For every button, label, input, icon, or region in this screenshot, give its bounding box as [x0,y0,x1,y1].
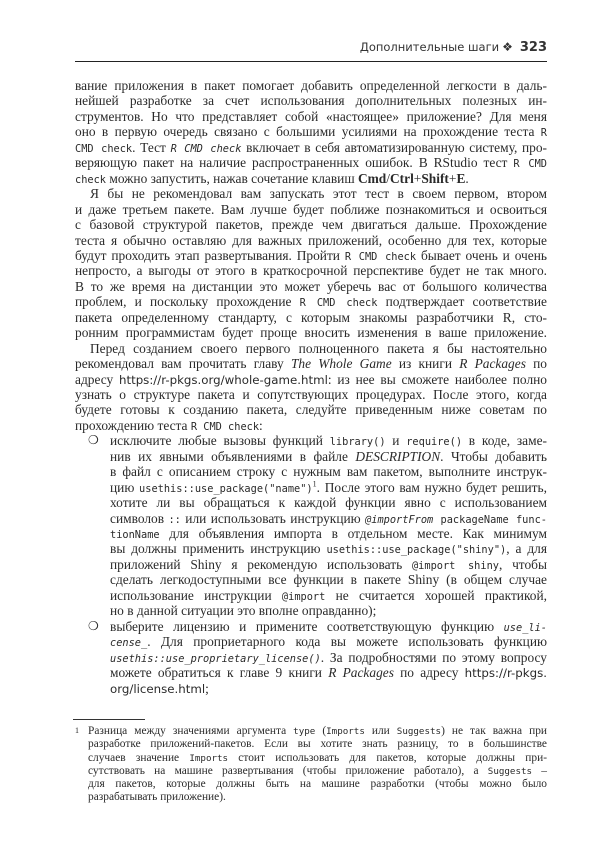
text-run: , а для [506,541,547,557]
text-run: веряющую пакет на наличие распространенных ошибок. В RStudio тест [75,155,514,171]
text-line [88,778,547,791]
text-run: и даже третьем пакете. Вам лучше будет поближе познакомиться и освоиться [75,201,547,217]
text-run: теста я обычно оставляю для важных приложений, особенно для тех, которые [75,232,547,248]
text-run: выберите лицензию и примените соответствующую функцию [110,618,504,634]
footnote-ref[interactable]: 1 [312,479,317,489]
text-run: приложений Shiny я рекомендую использовать [110,556,412,572]
code-italic-run: @importFrom [365,513,434,526]
code-run: R [540,127,547,140]
text-run: с базовой структурой пакетов, прежде чем двигаться дальше. Прохождение [75,217,547,233]
text-run: – [532,764,547,777]
text-run: стоит использовать для пакетов, которые должны при- [228,751,547,764]
bullet-item-1 [88,433,547,619]
code-run: @import [281,590,326,603]
text-run: сутствовать на машине развертывания (чтобы приложение работало), а [88,764,488,777]
text-run: , чтобы [498,556,547,572]
text-line [75,402,547,417]
text-line [110,495,547,510]
text-line [75,372,547,387]
text-run: + [448,170,457,186]
text-line [110,480,547,495]
text-run: рекомендовал вам прочитать главу [75,356,291,372]
code-run: Suggests [396,726,442,737]
text-line [110,557,547,572]
code-run: library() [329,436,386,449]
text-line [75,418,547,433]
text-run: оно в первую очередь связано с большими усилиями на прохождение теста [75,124,541,140]
italic-run: The Whole Game [290,356,392,372]
text-line [75,124,547,139]
text-run: + [413,170,422,186]
paragraph-2 [75,186,547,340]
text-line [88,791,547,804]
bold-run: Shift [421,170,449,186]
text-line [75,279,547,294]
text-line [110,572,547,587]
bullet-item-2 [88,618,547,696]
text-run: разработке приложений-пакетов. Если вы хотите знать разницу, то в большинстве [88,738,547,751]
footnote-number: 1 [75,726,79,735]
paragraph-1 [75,78,547,186]
text-run: ронним программистам будет проще вносить изменения в ваше приложение. [75,325,547,341]
text-run: вание приложения в пакет помогает добавить определенной легкости в даль- [75,78,547,93]
text-run: прохождению теста [75,417,191,433]
text-line [75,202,547,217]
text-line [75,186,547,201]
text-run: адресу [75,371,119,387]
text-line [110,511,547,526]
code-run: :: [168,513,181,526]
text-run: ) не так важна при [441,725,547,737]
code-run: require() [406,436,463,449]
text-line [75,155,547,170]
bold-run: E [456,170,466,186]
text-run: . После этого вам нужно будет решить, [316,479,547,495]
text-run: . За подробностями по этому вопросу [320,649,547,665]
text-run: для пакетов, которые должны быть на машине разработки (чтобы можно было [88,778,547,791]
text-run: из книги [391,356,460,372]
text-line [75,387,547,402]
text-run: проблем, и поскольку прохождение [75,294,300,310]
text-run: или [364,725,397,737]
text-run: пакета определенному стандарту, с которым знакомы разработчики R, сто- [75,309,547,325]
text-run: но в данной ситуации это вполне оправданно); [110,603,377,619]
text-run: и [385,433,407,449]
text-line [110,464,547,479]
text-line [110,665,547,680]
text-run: будете готовы к созданию пакета, следуйте приведенным ниже советам по [75,402,547,418]
bold-run: Cmd [357,170,387,186]
text-run: узнать о структуре пакета и сопутствующих процедурах. После этого, когда [75,387,547,402]
code-run: Imports [326,726,365,737]
text-line [75,171,547,186]
bullet-icon: ❍ [88,433,99,448]
text-line [88,765,547,778]
text-line [75,356,547,371]
text-run: Перед созданием своего первого полноценного пакета я бы настоятельно [90,340,547,356]
code-run: packageName func- [433,513,547,526]
text-run: нив их явными объявлениями в файле [110,448,356,464]
text-line [88,738,547,751]
text-run: включает в себя автоматизированную систему, про- [241,139,547,155]
page-number: 323 [519,40,547,55]
text-run: исключите любые вызовы функций [110,433,330,449]
text-run: струментов. Но что представляет собой «настоящее» приложение? Для меня [75,108,547,124]
text-line [75,325,547,340]
text-line [110,526,547,541]
text-run: в коде, заме- [462,433,547,449]
section-title: Дополнительные шаги [359,40,500,54]
text-run: . Чтобы добавить [440,448,547,464]
bold-run: Ctrl [390,170,414,186]
code-run: check [75,173,106,186]
text-line [75,233,547,248]
text-line [110,634,547,649]
text-run: непросто, а выгоды от этого в краткосрочной перспективе будет не так много. [75,263,547,279]
text-run: хотите ли вы обращаться к каждой функции явно с использованием [110,495,547,511]
code-run: R CMD check [344,250,417,263]
code-run: R CMD [513,158,547,171]
italic-run: R Packages [328,665,394,681]
text-run: по адресу [393,665,465,681]
text-run: ( [315,725,327,737]
text-run: или использовать инструкцию [180,510,366,526]
code-run: Imports [189,752,229,764]
text-line [75,294,547,309]
text-run: в файл с описанием строку с нужным вам пакетом, выполните инструк- [110,464,547,480]
text-line [110,681,547,696]
code-run: R CMD check [299,297,378,310]
ornament-icon: ❖ [502,40,513,54]
paragraph-3 [75,341,547,434]
running-header [75,40,547,60]
text-run: бывает очень и очень [416,247,547,263]
text-line [88,752,547,765]
code-run: usethis::use_package("name") [139,482,313,495]
text-run: нейшей разработке за счет использования дополнительных полезных ин- [75,93,547,109]
code-italic-run: usethis::use_proprietary_license() [110,652,321,665]
code-italic-run: cense_ [110,637,148,650]
text-line [75,217,547,232]
text-line [75,109,547,124]
header-rule [75,61,547,62]
text-line [75,310,547,325]
code-run: tionName [110,529,160,542]
code-run: usethis::use_package("shiny") [326,544,507,557]
url-link[interactable]: org/license.html [110,681,206,696]
text-line [88,725,547,738]
text-line [110,650,547,665]
text-run: В то же время на дистанции это может уберечь вас от большого количества [75,278,547,294]
text-run: Разница между значениями аргумента [88,725,294,737]
text-line [110,541,547,556]
text-line [110,433,547,448]
text-line [75,248,547,263]
bullet-icon: ❍ [88,618,99,633]
text-run: вы должны применить инструкцию [110,541,327,557]
code-italic-run: use_li- [503,621,547,634]
code-run: R CMD check [190,420,260,433]
text-run: использование инструкции [110,587,282,603]
text-run: сделать легкодоступными все функции в пакете Shiny (в общем случае [110,572,547,588]
footnote-rule [73,719,145,720]
text-line [75,263,547,278]
text-line [75,78,547,93]
text-run: подтверждает соответствие [377,294,547,310]
text-line [110,449,547,464]
text-line [110,603,547,618]
code-run: @import shiny [411,559,499,572]
url-link[interactable]: https://r-pkgs.org/whole-game.html [118,372,328,387]
text-line [110,619,547,634]
text-run: случаев значение [88,751,190,764]
text-run: . [465,170,469,186]
text-run: цию [110,479,140,495]
text-line [75,341,547,356]
text-run: по [525,356,547,372]
text-run: Я бы не рекомендовал вам запускать этот тест в своем первом, втором [90,186,547,202]
text-run: разрабатывать приложение). [88,791,226,804]
text-line [110,588,547,603]
text-run: . Для проприетарного кода вы можете использовать функцию [147,634,547,650]
text-line [75,93,547,108]
text-run: / [386,170,390,186]
code-run: Suggests [487,765,533,777]
text-run: : [259,417,263,433]
code-italic-run: R CMD check [170,142,242,155]
code-run: type [293,726,316,737]
text-run: : из нее вы сможете наиболее полно [327,371,547,387]
code-run: CMD check [75,142,133,155]
text-run: символов [110,510,169,526]
footnote-text [88,725,547,805]
text-run: будут проходить этап развертывания. Пройти [75,247,345,263]
text-line [75,140,547,155]
text-run: для объявления импорта в отдельном месте. Как минимум [159,526,547,542]
text-run: не считается хорошей практикой, [325,587,547,603]
text-run: . Тест [132,139,171,155]
text-run: можете обратиться к главе 9 книги [110,665,329,681]
text-run: можно запустить, нажав сочетание клавиш [106,170,358,186]
italic-run: R Packages [459,356,526,372]
italic-run: DESCRIPTION [355,448,441,464]
text-run: ; [205,680,209,696]
url-link[interactable]: https://r-pkgs. [464,666,547,681]
